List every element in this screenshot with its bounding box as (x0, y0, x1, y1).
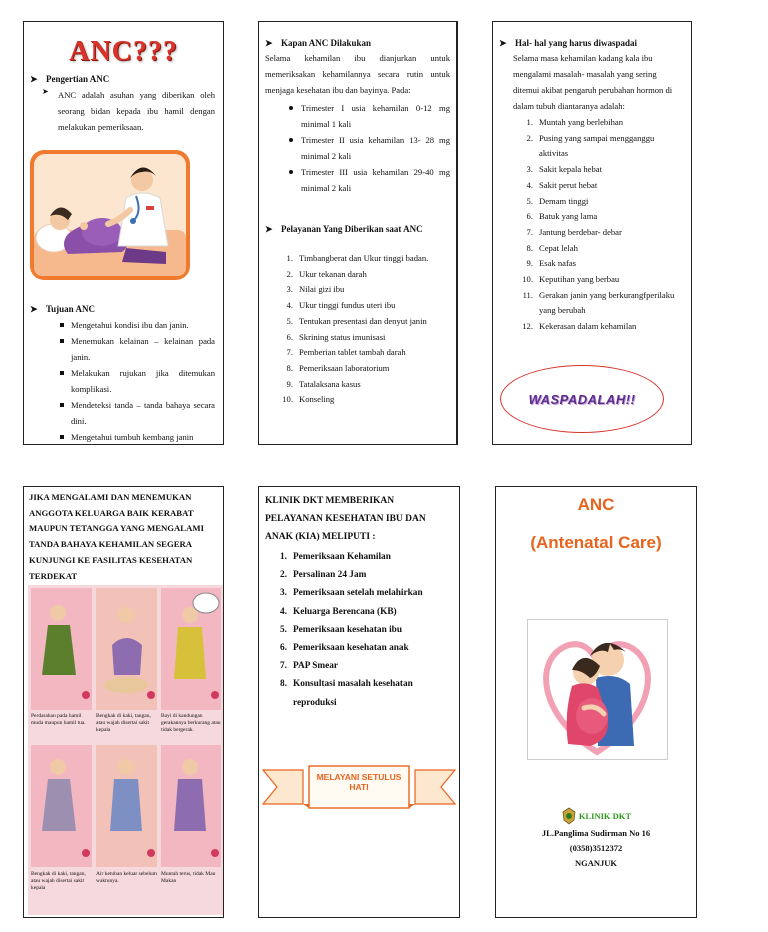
danger-caption: Perdarahan pada hamil muda maupun hamil tua. (31, 713, 86, 726)
arrow-bullet-icon: ➤ (499, 38, 507, 48)
list-item: 5. Demam tinggi (526, 195, 589, 206)
danger-caption: Bayi di kandungan gerakannya berkurang atau tidak bergerak. (161, 713, 221, 733)
cover-title: ANC (577, 495, 615, 514)
list-item: 1. Timbangberat dan Ukur tinggi badan. (286, 253, 429, 263)
list-item: Menemukan kelainan – kelainan pada janin. (60, 333, 215, 365)
list-item: 8. Cepat lelah (526, 242, 578, 253)
list-item: 9. Esak nafas (526, 258, 576, 269)
waspada-oval (500, 365, 664, 433)
list-item: 1. Muntah yang berlebihan (526, 117, 624, 127)
list-item: Mengetahui kondisi ibu dan janin. (60, 317, 215, 333)
list-item: 10. Konseling (282, 394, 335, 405)
danger-caption: Bengkak di kaki, tangan, atau wajah disertai sakit kepala (31, 871, 86, 891)
list-item: 4. Sakit perut hebat (526, 179, 598, 190)
danger-heading: JIKA MENGALAMI DAN MENEMUKAN ANGGOTA KELUARGA BAIK KERABAT MAUPUN TETANGGA YANG MENGALAMI TANDA BAHAYA KEHAMILAN SEGERA KUNJUNGI KE FASILITAS KESEHATAN TERDEKAT (29, 492, 204, 581)
clinic-phone: (0358)3512372 (569, 843, 623, 853)
banner-label: MELAYANI SETULUS HATI (316, 772, 402, 792)
arrow-bullet-icon: ➤ (30, 74, 38, 84)
list-item: 2. Pusing yang sampai mengganggu aktivitas (526, 132, 655, 159)
tujuan-heading: ➤ Tujuan ANC (30, 304, 95, 314)
panel-danger-signs (23, 486, 224, 918)
list-item: 5. Pemeriksaan kesehatan ibu (280, 624, 402, 635)
panel-anc-schedule (258, 21, 458, 445)
ribbon-banner (261, 764, 457, 810)
list-item: 4. Keluarga Berencana (KB) (280, 606, 397, 617)
waspadai-heading: ➤ Hal- hal yang harus diwaspadai (499, 38, 638, 48)
cover-subtitle: (Antenatal Care) (530, 533, 662, 552)
list-item: 2. Ukur tekanan darah (286, 268, 367, 279)
list-item: 6. Skrining status imunisasi (286, 331, 386, 342)
list-item: 11. Gerakan janin yang berkurangfperilaku yang berubah (522, 289, 675, 316)
panel-cover (495, 486, 697, 918)
list-item: 2. Persalinan 24 Jam (280, 570, 367, 581)
midwife-exam-illustration (30, 150, 190, 280)
list-item: 7. Jantung berdebar- debar (526, 226, 622, 237)
list-item: Trimester II usia kehamilan 13- 28 mg minimal 2 kali (289, 132, 450, 164)
list-item: 8. Konsultasi masalah kesehatan reproduksi (280, 679, 413, 708)
clinic-city: NGANJUK (574, 858, 618, 868)
pelayanan-heading: ➤ Pelayanan Yang Diberikan saat ANC (265, 224, 423, 234)
waspadai-intro: Selama masa kehamilan kadang kala ibu mengalami masalah- masalah yang sering ditemui akibat pengaruh perubahan hormon di dalam tubuh diantaranya adalah: (513, 53, 673, 111)
anc-question-title: ANC??? (69, 36, 178, 67)
list-item: Trimester III usia kehamilan 29-40 mg minimal 2 kali (289, 164, 450, 196)
list-item: 3. Nilai gizi ibu (286, 284, 345, 295)
list-item: 6. Pemeriksaan kesehatan anak (280, 643, 409, 654)
list-item: 3. Pemeriksaan setelah melahirkan (280, 588, 423, 599)
clinic-name: KLINIK DKT (578, 811, 632, 821)
danger-caption: Air ketuban keluar sebelum waktunya. (96, 871, 157, 884)
panel-warning-signs (492, 21, 692, 445)
list-item: 12. Kekerasan dalam kehamilan (522, 321, 637, 332)
danger-signs-image-grid (28, 585, 223, 915)
arrow-bullet-icon: ➤ (265, 224, 273, 234)
clinic-address: JL.Panglima Sudirman No 16 (541, 828, 651, 838)
pengertian-text: ANC adalah asuhan yang diberikan oleh seorang bidan kepada ibu hamil dengan melakukan pemeriksaan. (58, 90, 215, 132)
danger-caption: Muntah terus, tidak Mau Makan (161, 871, 216, 884)
waspada-label: WASPADALAH!! (528, 391, 636, 407)
pengertian-heading: ➤ Pengertian ANC (30, 74, 110, 84)
kapan-heading: ➤ Kapan ANC Dilakukan (265, 38, 372, 48)
list-item: Trimester I usia kehamilan 0-12 mg minimal 1 kali (289, 100, 450, 132)
danger-caption: Bengkak di kaki, tangan, atau wajah disertai sakit kepala (96, 713, 151, 733)
panel-clinic-services (258, 486, 460, 918)
list-item: 3. Sakit kepala hebat (526, 164, 602, 175)
clinic-emblem-icon (561, 807, 577, 825)
list-item: Mengetahui tumbuh kembang janin (60, 429, 215, 445)
couple-illustration (527, 619, 668, 760)
list-item: 10. Keputihan yang berbau (522, 274, 620, 285)
list-item: 7. Pemberian tablet tambah darah (286, 347, 406, 358)
arrow-bullet-icon: ➤ (265, 38, 273, 48)
list-item: 5. Tentukan presentasi dan denyut janin (286, 315, 427, 326)
list-item: 6. Batuk yang lama (526, 211, 598, 222)
arrow-bullet-icon: ➤ (42, 87, 49, 96)
list-item: 4. Ukur tinggi fundus uteri ibu (286, 300, 396, 311)
arrow-bullet-icon: ➤ (30, 304, 38, 314)
list-item: Melakukan rujukan jika ditemukan komplikasi. (60, 365, 215, 397)
list-item: 9. Tatalaksana kasus (286, 378, 361, 389)
list-item: 7. PAP Smear (280, 661, 339, 672)
list-item: Mendeteksi tanda – tanda bahaya secara dini. (60, 397, 215, 429)
panel-anc-intro (23, 21, 224, 445)
services-heading: KLINIK DKT MEMBERIKAN PELAYANAN KESEHATAN IBU DAN ANAK (KIA) MELIPUTI : (265, 496, 426, 542)
list-item: 8. Pemeriksaan laboratorium (286, 362, 390, 373)
kapan-text: Selama kehamilan ibu dianjurkan untuk memeriksakan kehamilannya secara rutin untuk menjaga kesehatan ibu dan bayinya. Pada: (265, 53, 450, 95)
list-item: 1. Pemeriksaan Kehamilan (280, 552, 391, 562)
